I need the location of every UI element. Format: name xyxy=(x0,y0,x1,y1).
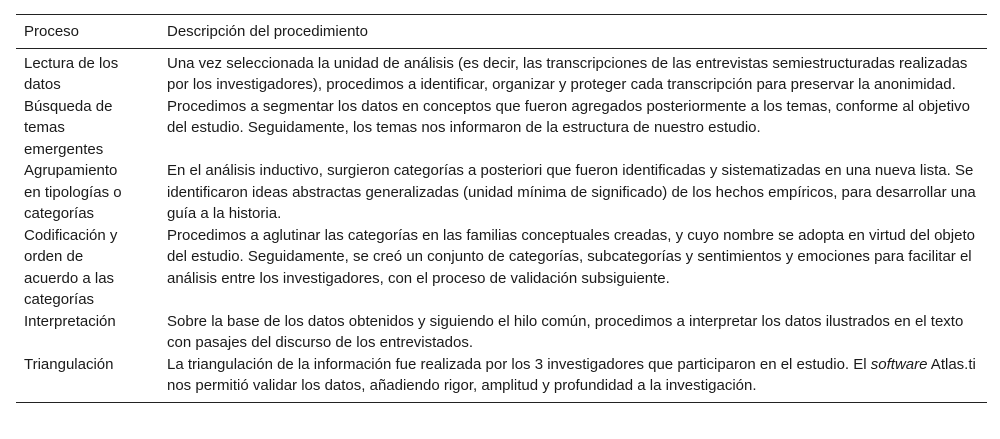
description-cell: En el análisis inductivo, surgieron categorías a posteriori que fueron identificadas y sistematizadas en una nueva lista. Se identificaron ideas abstractas generalizadas (unidad mínima de significado) de los hechos empíricos, para desarrollar una guía a la historia. xyxy=(167,162,976,222)
process-cell: Triangulación xyxy=(24,355,114,373)
table-row xyxy=(16,48,987,96)
description-cell: Procedimos a segmentar los datos en conceptos que fueron agregados posteriormente a los temas, conforme al objetivo del estudio. Seguidamente, los temas nos informaron de la estructura de nuestro estudio. xyxy=(167,97,970,136)
header-process: Proceso xyxy=(24,23,80,40)
table-row xyxy=(16,354,987,403)
process-cell: Codificación y orden de acuerdo a las categorías xyxy=(24,226,118,308)
procedure-table xyxy=(16,14,987,403)
table-row xyxy=(16,96,987,161)
table-row xyxy=(16,160,987,225)
description-text-part: Atlas.ti nos permitió validar los datos, añadiendo rigor, amplitud y profundidad a la investigación. xyxy=(167,355,976,394)
software-emphasis: software xyxy=(870,355,928,373)
process-cell: Interpretación xyxy=(24,312,116,330)
description-cell xyxy=(159,354,987,403)
process-cell: Agrupamiento en tipologías o categorías xyxy=(24,162,122,222)
header-description: Descripción del procedimiento xyxy=(167,23,368,40)
description-text-part: La triangulación de la información fue realizada por los 3 investigadores que participaron en el estudio. El xyxy=(167,355,871,373)
table-header xyxy=(16,15,987,49)
process-cell: Lectura de los datos xyxy=(24,54,119,93)
description-cell: Sobre la base de los datos obtenidos y siguiendo el hilo común, procedimos a interpretar los datos ilustrados en el texto con pasajes del discurso de los entrevistados. xyxy=(167,312,964,351)
procedure-table-container xyxy=(16,14,987,403)
description-cell: Procedimos a aglutinar las categorías en las familias conceptuales creadas, y cuyo nombre se adopta en virtud del objeto del estudio. Seguidamente, se creó un conjunto de categorías, subcategorías y sentimientos y emociones para facilitar el análisis entre los investigadores, con el proceso de validación subsiguiente. xyxy=(167,226,975,287)
description-cell: Una vez seleccionada la unidad de análisis (es decir, las transcripciones de las entrevistas semiestructuradas realizadas por los investigadores), procedimos a identificar, organizar y proteger cada transcripción para preservar la anonimidad. xyxy=(167,54,968,93)
table-row xyxy=(16,311,987,354)
process-cell: Búsqueda de temas emergentes xyxy=(24,97,113,158)
header-row xyxy=(16,15,987,49)
table-body xyxy=(16,48,987,402)
table-row xyxy=(16,225,987,311)
